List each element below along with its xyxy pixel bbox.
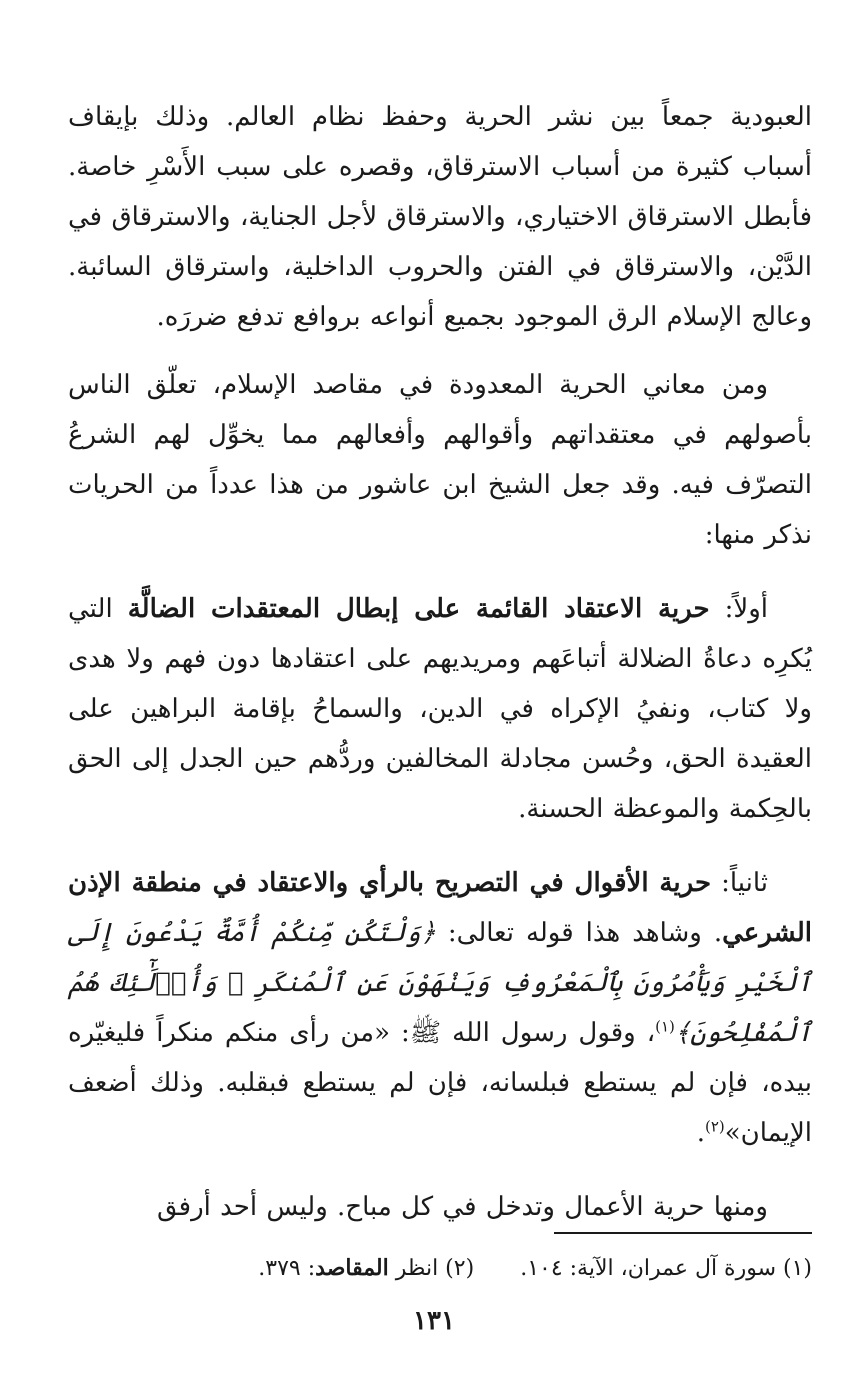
page-number: ١٣١ — [413, 1306, 455, 1336]
footnote-2-page: : ٣٧٩. — [258, 1256, 316, 1281]
footnote-ref-1: (١) — [655, 1017, 675, 1036]
footnote-1: (١) سورة آل عمران، الآية: ١٠٤. — [520, 1256, 812, 1281]
footnote-2-lead: (٢) انظر — [388, 1256, 475, 1281]
paragraph-3-heading: حرية الاعتقاد القائمة على إبطال المعتقدات الضالَّة — [127, 594, 710, 624]
paragraph-3-text: التي يُكرِه دعاةُ الضلالة أتباعَهم ومريديهم على اعتقادها دون فهم ولا هدى ولا كتاب، ونفيُ الإكراه في الدين، والسماحُ بإقامة البراهين على العقيدة الحق، وحُسن مجادلة المخالفين وردُّهم حين الجدل إلى الحق بالحِكمة والموعظة الحسنة. — [68, 594, 812, 824]
footnotes — [68, 1250, 812, 1287]
paragraph-1: العبودية جمعاً بين نشر الحرية وحفظ نظام العالم. وذلك بإيقاف أسباب كثيرة من أسباب الاسترقاق، وقصره على سبب الأَسْرِ خاصة. فأبطل الاسترقاق الاختياري، والاسترقاق لأجل الجناية، والاسترقاق في الدَّيْن، والاسترقاق في الفتن والحروب الداخلية، واسترقاق السائبة. وعالج الإسلام الرق الموجود بجميع أنواعه بروافع تدفع ضررَه. — [68, 102, 812, 332]
paragraph-4-end: . — [696, 1118, 705, 1148]
paragraph-5: ومنها حرية الأعمال وتدخل في كل مباح. وليس أحد أرفق — [156, 1192, 768, 1222]
paragraph-4-heading: حرية الأقوال في التصريح بالرأي والاعتقاد في منطقة الإذن الشرعي — [68, 868, 812, 948]
quran-verse: ﴿وَلْتَكُن مِّنكُمْ أُمَّةٌ يَدْعُونَ إِلَى ٱلْخَيْرِ وَيَأْمُرُونَ بِٱلْمَعْرُوفِ وَيَنْهَوْنَ عَنِ ٱلْمُنكَرِ ۚ وَأُو۟لَٰٓئِكَ هُمُ ٱلْمُفْلِحُونَ﴾ — [68, 918, 812, 1048]
page-body — [68, 92, 812, 1232]
footnote-2-source: المقاصد — [315, 1255, 389, 1281]
footnote-divider — [554, 1232, 812, 1234]
paragraph-3 — [68, 584, 812, 834]
footnote-2 — [258, 1256, 474, 1281]
footnote-ref-2: (٢) — [704, 1117, 725, 1136]
paragraph-4-text: . وشاهد هذا قوله تعالى: — [435, 918, 723, 948]
paragraph-4-lead: ثانياً: — [711, 868, 769, 898]
paragraph-4 — [68, 858, 812, 1158]
hadith-text: ، وقول رسول الله ﷺ: «من رأى منكم منكراً فليغيّره بيده، فإن لم يستطع فبلسانه، فإن لم يستطع فبقلبه. وذلك أضعف الإيمان» — [68, 1018, 812, 1148]
paragraph-3-lead: أولاً: — [709, 594, 769, 624]
paragraph-2: ومن معاني الحرية المعدودة في مقاصد الإسلام، تعلّق الناس بأصولهم في معتقداتهم وأقوالهم وأفعالهم مما يخوِّل لهم الشرعُ التصرّف فيه. وقد جعل الشيخ ابن عاشور من هذا عدداً من الحريات نذكر منها: — [68, 370, 812, 550]
